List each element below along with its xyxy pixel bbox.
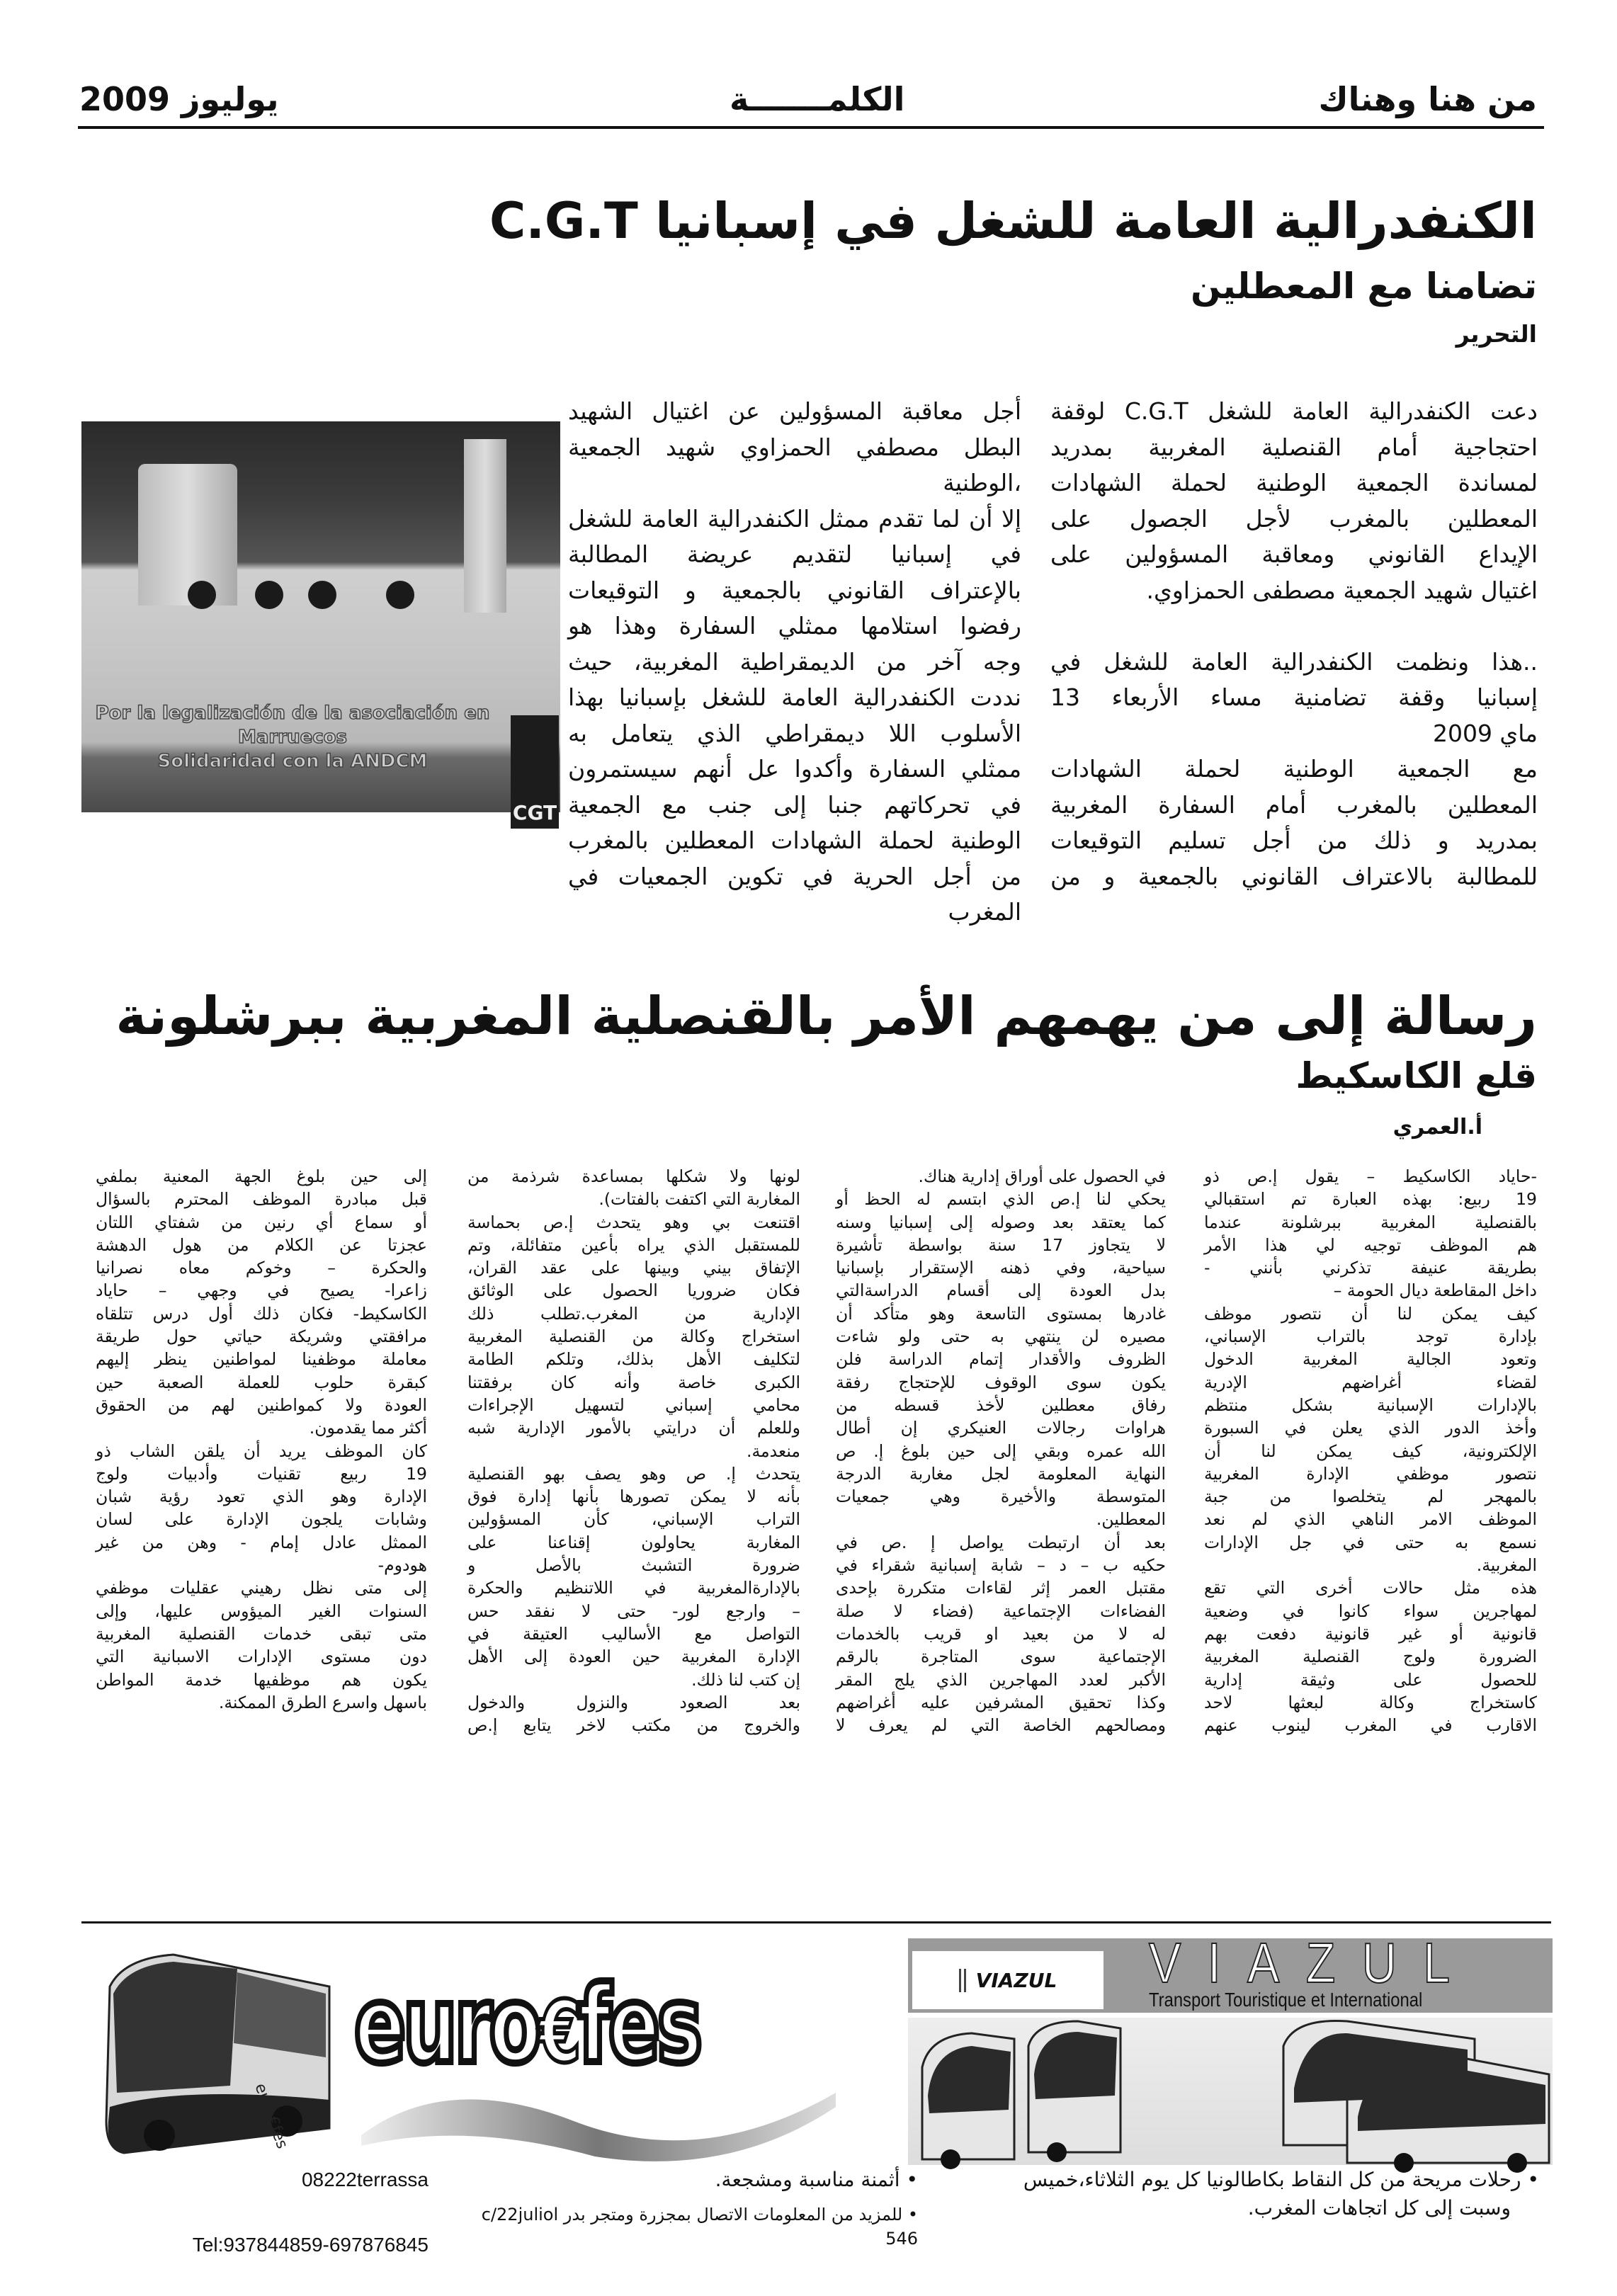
text-line: إن كتب لنا ذلك. [691,1669,800,1690]
text-line: الموظف الامر الناهي الذي لم نعد [1204,1509,1537,1530]
viazul-destinations-text: وسبت إلى كل اتجاهات المغرب. [1247,2196,1511,2220]
text-line: للمطالبة بالاعتراف القانوني بالجمعية و من [1050,862,1538,890]
text-line: بعد الصعود والنزول والدخول [467,1692,800,1712]
bus-livery-text: euro€fes [251,2081,291,2152]
text-line: للمستقبل الذي يراه بأعين متفائلة، وتم [467,1234,800,1255]
text-line: من أجل الحرية في تكوين الجمعيات في [568,862,1021,890]
text-line: كيف يمكن لنا أن نتصور موظف [1204,1303,1537,1324]
logo-fes-text: fes [578,1964,700,2087]
viazul-tagline: Transport Touristique et International [1149,1989,1423,2011]
text-line: المغرب [948,898,1021,926]
text-line: هذه مثل حالات أخرى التي تقع [1204,1578,1537,1598]
text-line: ،الوطنية [943,469,1021,496]
text-line [1050,608,1538,644]
text-line: معاملة موظفينا لمواطنين ينظر إليهم [96,1349,427,1370]
text-line: بالإدارات الإسبانية بشكل منتظم [1204,1394,1537,1415]
text-line: الإدارية من المغرب.تطلب ذلك [467,1303,800,1324]
photo-banner-line-2: Solidaridad con la ANDCM [157,751,428,772]
text-line: لونها ولا شكلها بمساعدة شرذمة من [467,1166,800,1186]
text-line: نسمع به حتى في جل الإدارات [1204,1532,1537,1552]
text-line: الإيداع القانوني ومعاقبة المسؤولين على [1050,540,1538,568]
eurofes-contact-text: للمزيد من المعلومات الاتصال بمجزرة ومتجر بدر c/22juliol 546 [481,2205,918,2249]
article1-column-1 [1050,394,1538,894]
article1-column-2 [568,394,1021,931]
text-line: احتجاجية أمام القنصلية المغربية بمدريد [1050,433,1538,461]
header-rule [78,126,1544,129]
text-line: رفضوا استلامها ممثلي السفارة وهذا هو [568,612,1021,640]
article1-title: الكنفدرالية العامة للشغل في إسبانيا C.G.T [489,192,1537,250]
text-line: متى تبقى خدمات القنصلية المغربية [96,1623,427,1644]
text-line: -حاياد الكاسكيط – يقول إ.ص ذو [1204,1166,1537,1186]
text-line: يكون هم موظفيها خدمة المواطن [96,1669,427,1690]
viazul-bullet-trips: • رحلات مريحة من كل النقاط بكاطالونيا كل يوم الثلاثاء،خميس [1023,2168,1539,2191]
text-line: والخروج من مكتب لاخر يتابع إ.ص [467,1715,800,1736]
text-line: ضرورة التشبث بالأصل و [467,1555,800,1576]
text-line: الإجتماعية سوى المتاجرة بالرقم [836,1647,1166,1667]
text-line: له لا من بعيد او قريب بالخدمات [836,1623,1166,1644]
viazul-ad [908,1931,1553,2165]
text-line: ومصالحهم الخاصة التي لم يعرف لا [836,1715,1166,1736]
text-line: كاستخراج وكالة لبعثها لاحد [1204,1692,1537,1712]
text-line: الأكبر لعدد المهاجرين الذي يلج المقر [836,1669,1166,1690]
text-line: في تحركاتهم جنبا إلى جنب مع الجمعية [568,790,1021,819]
text-line: بالإعتراف القانوني بالجمعية و التوقيعات [568,576,1021,604]
logo-euro-text: euro [354,1964,539,2087]
eurofes-prices-text: أثمنة مناسبة ومشجعة. [715,2168,900,2191]
text-line: المعطلين. [1096,1509,1166,1530]
text-line: الإتفاق بيني وبينها على عقد القران، [467,1258,800,1278]
text-line: مصيره لن ينتهي به حتى ولو شاءت [836,1326,1166,1347]
text-line: لتكليف الأهل بذلك، وتلكم الطامة [467,1349,800,1370]
text-line: بالمهجر لم يتخلصوا من جبة [1204,1487,1537,1507]
text-line: التراب الإسباني، كأن المسؤولين [467,1509,800,1530]
text-line: هودوم- [378,1555,427,1576]
text-line: الفضاءات الإجتماعية (فضاء لا صلة [836,1601,1166,1621]
text-line: لمساندة الجمعية الوطنية لحملة الشهادات [1050,469,1538,496]
text-line: كان الموظف يريد أن يلقن الشاب ذو [96,1440,427,1461]
viazul-buses-image [908,2018,1553,2165]
text-line: قانونية أو غير قانونية دفعت بهم [1204,1623,1537,1644]
text-line: الإلكترونية، كيف يمكن لنا أن [1204,1440,1537,1461]
eurofes-phone: Tel:937844859-697876845 [192,2234,429,2256]
photo-banner [84,701,501,773]
text-line: 19 ربيع تقنيات وأدبيات ولوج [96,1463,427,1484]
eurofes-postal: 08222terrassa [301,2169,429,2190]
text-line: محامي إسباني لتسهيل الإجراءات [467,1394,800,1415]
text-line: باسهل واسرع الطرق الممكنة. [218,1692,427,1712]
section-name: من هنا وهناك [1318,80,1537,118]
text-line: غادرها بمستوى التاسعة وهو متأكد أن [836,1303,1166,1324]
text-line: ممثلي السفارة وأكدوا عل أنهم سيستمرون [568,755,1021,783]
text-line: دون مستوى الإدارات الاسبانية التي [96,1647,427,1667]
eurofes-latin-box [96,2166,429,2296]
text-line: بالإدارةالمغربية في اللاتنظيم والحكرة [467,1578,800,1598]
eurofes-text-box [453,2166,918,2259]
text-line: فكان ضروريا الحصول على الوثائق [467,1280,800,1301]
text-line: أكثر مما يقدمون. [309,1418,427,1438]
text-line: رفاق معطلين لأخذ قسطه من [836,1394,1166,1415]
text-line: وشابات يلجون الإدارة على لسان [96,1509,427,1530]
ads-divider [81,1921,1551,1923]
text-line: السنوات الغير الميؤوس عليها، وإلى [96,1601,427,1621]
text-line: منعدمة. [746,1440,800,1461]
eurofes-logo [354,1944,843,2171]
text-line: مع الجمعية الوطنية لحملة الشهادات [1050,755,1538,783]
text-line: اقتنعت بي وهو يتحدث إ.ص بحماسة [467,1212,800,1232]
text-line: وكذا تحقيق المشرفين عليه أغراضهم [836,1692,1166,1712]
text-line: للحصول على وثيقة إدارية [1204,1669,1537,1690]
text-line: بإدارة توجد بالتراب الإسباني، [1204,1326,1537,1347]
text-line: بأنه لا يمكن تصورها بأنها إدارة فوق [467,1487,800,1507]
issue-date: يوليوز 2009 [79,80,279,118]
article2-column-4 [96,1165,427,1714]
text-line: في إسبانيا لتقديم عريضة المطالبة [568,540,1021,568]
text-line: إلى متى نظل رهيني عقليات موظفي [96,1578,427,1598]
article1-subtitle: تضامنا مع المعطلين [1190,266,1537,307]
text-line: ..هذا ونظمت الكنفدرالية العامة للشغل في [1050,647,1538,676]
viazul-mini-logo: VIAZUL [912,1951,1103,2009]
text-line: – وارجع لور- حتى لا نفقد حس [467,1601,800,1621]
article2-author: أ.العمري [1392,1115,1482,1140]
text-line: بالقنصلية المغربية ببرشلونة عندما [1204,1212,1537,1232]
eurofes-bus-image [96,1944,336,2156]
text-line: النهاية المعلومة لجل مغاربة الدرجة [836,1463,1166,1484]
text-line: إسبانيا وقفة تضامنية مساء الأربعاء 13 [1050,683,1538,711]
text-line: دعت الكنفدرالية العامة للشغل C.G.T لوقفة [1050,397,1538,425]
text-line: المغاربة التي اكتفت بالفتات). [598,1189,800,1210]
text-line: الكاسكيط- فكان ذلك أول درس تتلقاه [96,1303,427,1324]
text-line: المتوسطة والأخيرة وهي جمعيات [836,1487,1166,1507]
text-line: التواصل مع الأساليب العتيقة في [467,1623,800,1644]
text-line: لا يتجاوز 17 سنة بواسطة تأشيرة [836,1234,1166,1255]
text-line: داخل المقاطعة ديال الحومة – [1333,1280,1537,1301]
text-line: وتعود الجالية المغربية الدخول [1204,1349,1537,1370]
text-line: لمهاجرين سواء كانوا في وضعية [1204,1601,1537,1621]
text-line: أجل معاقبة المسؤولين عن اغتيال الشهيد [568,397,1021,425]
wave-graphic [361,2079,843,2171]
text-line: بطريقة عنيفة تذكرني بأنني - [1204,1258,1537,1278]
article2-column-1 [1204,1165,1537,1737]
text-line: المغربية. [1476,1555,1537,1576]
cgt-logo: CGT [511,715,559,829]
text-line: وللعلم أن درايتي بالأمور الإدارية شبه [467,1418,800,1438]
text-line: والحكرة – وخوكم معاه نصرانيا [96,1258,427,1278]
text-line: إلا أن لما تقدم ممثل الكنفدرالية العامة للشغل [568,504,1021,533]
eurofes-bullet-contact: • للمزيد من المعلومات الاتصال بمجزرة ومتجر بدر c/22juliol 546 [481,2205,918,2249]
text-line: إلى حين بلوغ الجهة المعنية بملفي [96,1166,427,1186]
text-line: بمدريد و ذلك من أجل تسليم التوقيعات [1050,826,1538,854]
text-line: قبل مبادرة الموظف المحترم بالسؤال [96,1189,427,1210]
text-line: الإدارة المغربية حين العودة إلى الأهل [467,1647,800,1667]
text-line: الإدارة وهو الذي تعود رؤية شبان [96,1487,427,1507]
text-line: الوطنية لحملة الشهادات المعطلين بالمغرب [568,826,1021,854]
text-line: يحكي لنا إ.ص الذي ابتسم له الحظ أو [836,1189,1166,1210]
viazul-text-box [942,2166,1539,2222]
article2-subtitle: قلع الكاسكيط [1295,1055,1537,1096]
text-line: الضرورة ولوج القنصلية المغربية [1204,1647,1537,1667]
text-line: الأسلوب اللا ديمقراطي الذي يتعامل به [568,719,1021,747]
text-line: هراوات رجالات العنيكري إن أطال [836,1418,1166,1438]
text-line: عجزتا عن الكلام من هول الدهشة [96,1234,427,1255]
text-line: مقتبل العمر إثر لقاءات متكررة بإحدى [836,1578,1166,1598]
euro-symbol-icon: € [538,1984,579,2082]
text-line: يكون سوى الوقوف للإحتجاج رفقة [836,1372,1166,1392]
text-line: المعطلين بالمغرب أمام السفارة المغربية [1050,790,1538,819]
viazul-brand-name: VIAZUL [1149,1931,1477,1994]
text-line: استخراج وكالة من القنصلية المغربية [467,1326,800,1347]
text-line: وأخذ الدور الذي يعلن في السبورة [1204,1418,1537,1438]
text-line: الممثل عادل إمام - وهن من غير [96,1532,427,1552]
text-line: يتحدث إ. ص وهو يصف بهو القنصلية [467,1463,800,1484]
article2-title: رسالة إلى من يهمهم الأمر بالقنصلية المغربية ببرشلونة [115,986,1537,1047]
text-line: في الحصول على أوراق إدارية هناك. [918,1166,1166,1186]
text-line: الظروف والأقدار إتمام الدراسة فلن [836,1349,1166,1370]
text-line: المعطلين بالمغرب لأجل الجصول على [1050,504,1538,533]
text-line: بدل العودة إلى أقسام الدراسةالتي [836,1280,1166,1301]
text-line: العودة ولا كمواطنين لهم من الحقوق [96,1394,427,1415]
text-line: وجه آخر من الديمقراطية المغربية، حيث [568,647,1021,676]
text-line: بعد أن ارتبطت يواصل إ .ص في [836,1532,1166,1552]
text-line: 19 ربيع: بهذه العبارة تم استقبالي [1204,1189,1537,1210]
text-line: سياحية، وفي ذهنه الإستقرار بإسبانيا [836,1258,1166,1278]
text-line: الله عمره وبقي إلى حين بلوغ إ. ص [836,1440,1166,1461]
text-line: هم الموظف توجيه لي هذا الأمر [1204,1234,1537,1255]
text-line: مرافقتي وشريكة حياتي حول طريقة [96,1326,427,1347]
newspaper-name: الكلمـــــــة [730,80,905,118]
text-line: كبقرة حلوب للعملة الصعبة حين [96,1372,427,1392]
photo-banner-line-1: Por la legalización de la asociación en Marruecos [95,703,490,748]
text-line: المغاربة يحاولون إقناعنا على [467,1532,800,1552]
text-line: زاعرا- يصيح في وجهي – حاياد [96,1280,427,1301]
text-line: نددت الكنفدرالية العامة للشغل بإسبانيا بهذا [568,683,1021,711]
article1-photo [81,421,560,824]
article2-column-2 [836,1165,1166,1737]
text-line: الاقارب في المغرب لينوب عنهم [1204,1715,1537,1736]
text-line: كما يعتقد بعد وصوله إلى إسبانيا وسنه [836,1212,1166,1232]
text-line: ماي 2009 [1432,719,1538,747]
text-line: الكبرى خاصة وأنه كان برفقتنا [467,1372,800,1392]
article1-author: التحرير [1456,320,1537,348]
article2-column-3 [467,1165,800,1737]
text-line: نتصور موظفي الإدارة المغربية [1204,1463,1537,1484]
text-line: لقضاء أغراضهم الإدرية [1204,1372,1537,1392]
text-line: اغتيال شهيد الجمعية مصطفى الحمزاوي. [1146,576,1538,604]
eurofes-bullet-prices: • أثمنة مناسبة ومشجعة. [715,2168,918,2191]
viazul-trips-text: رحلات مريحة من كل النقاط بكاطالونيا كل يوم الثلاثاء،خميس [1023,2168,1521,2191]
text-line: البطل مصطفي الحمزاوي شهيد الجمعية [568,433,1021,461]
text-line: أو سماع أي رنين من شفتاي اللتان [96,1212,427,1232]
text-line: حكيه ب – د – شابة إسبانية شقراء في [836,1555,1166,1576]
